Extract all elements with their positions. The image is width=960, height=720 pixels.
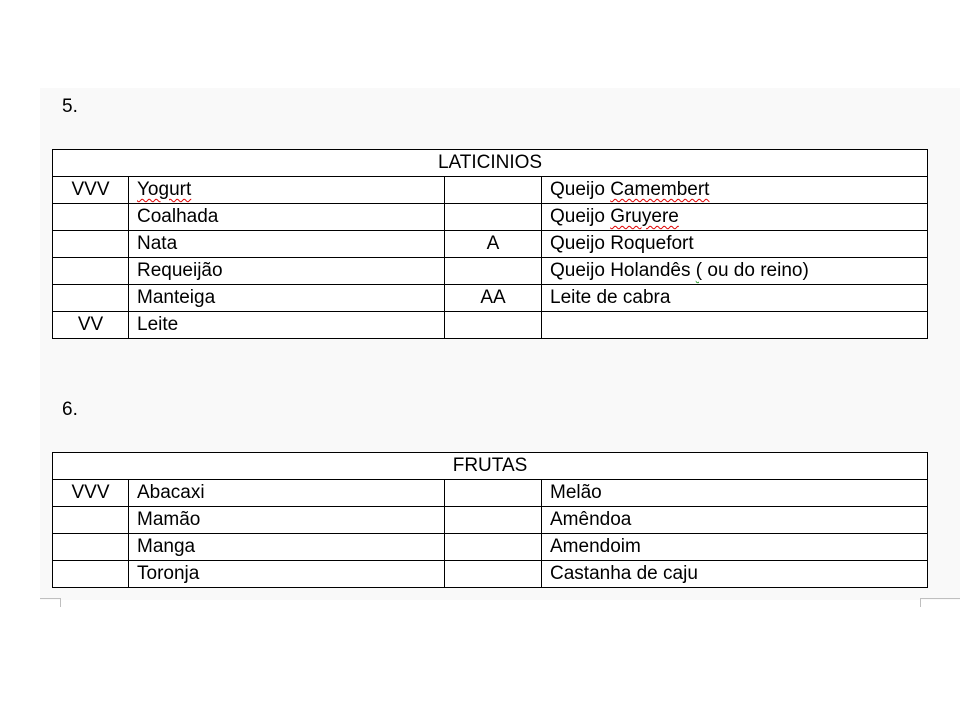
page-corner-mark-left	[40, 598, 61, 607]
row-mark	[53, 231, 129, 258]
row-item-right	[542, 258, 928, 285]
table-title-row	[53, 453, 928, 480]
table-row	[53, 312, 928, 339]
row-mid	[445, 204, 542, 231]
item-text: Queijo Roquefort	[550, 233, 694, 254]
item-text: Queijo Holandês	[550, 260, 696, 281]
row-item-left: Nata	[129, 231, 445, 258]
row-mid	[445, 534, 542, 561]
row-item-right: Castanha de caju	[542, 561, 928, 588]
row-mid	[445, 561, 542, 588]
row-mark	[53, 561, 129, 588]
row-mark	[53, 534, 129, 561]
section-number-6: 6.	[62, 399, 78, 420]
item-text-suffix: ou do reino)	[702, 260, 809, 281]
row-mark: VV	[53, 312, 129, 339]
page-corner-mark-right	[920, 598, 960, 607]
row-item-right	[542, 285, 928, 312]
frutas-table	[52, 452, 928, 588]
row-item-left	[129, 177, 445, 204]
table-row	[53, 204, 928, 231]
table-row	[53, 258, 928, 285]
table-title-row	[53, 150, 928, 177]
row-mark: VVV	[53, 480, 129, 507]
misspelled-word: Gruyere	[610, 206, 679, 227]
misspelled-word: Camembert	[610, 179, 710, 200]
table-row	[53, 177, 928, 204]
row-mid	[445, 258, 542, 285]
row-mid	[445, 507, 542, 534]
row-item-left: Requeijão	[129, 258, 445, 285]
row-mid	[445, 480, 542, 507]
row-mid: A	[445, 231, 542, 258]
row-mid: AA	[445, 285, 542, 312]
table-row	[53, 285, 928, 312]
row-item-left: Toronja	[129, 561, 445, 588]
table-title: FRUTAS	[53, 453, 928, 480]
row-mark	[53, 285, 129, 312]
item-text: Leite de cabra	[550, 287, 671, 308]
row-item-right	[542, 231, 928, 258]
table-row	[53, 480, 928, 507]
row-mark	[53, 204, 129, 231]
row-item-right	[542, 312, 928, 339]
item-text: Queijo	[550, 179, 611, 200]
row-item-left: Leite	[129, 312, 445, 339]
laticinios-table	[52, 149, 928, 339]
row-mid	[445, 312, 542, 339]
table-title: LATICINIOS	[53, 150, 928, 177]
row-mark	[53, 258, 129, 285]
table-row	[53, 534, 928, 561]
row-item-left: Manteiga	[129, 285, 445, 312]
row-mark: VVV	[53, 177, 129, 204]
misspelled-word: Yogurt	[137, 179, 192, 200]
row-mid	[445, 177, 542, 204]
grammar-flag: (	[695, 260, 703, 281]
row-item-left: Mamão	[129, 507, 445, 534]
section-number-5: 5.	[62, 96, 78, 117]
row-item-right	[542, 177, 928, 204]
row-item-right: Amendoim	[542, 534, 928, 561]
row-item-left: Coalhada	[129, 204, 445, 231]
row-item-left: Abacaxi	[129, 480, 445, 507]
table-row	[53, 231, 928, 258]
row-item-right: Amêndoa	[542, 507, 928, 534]
table-row	[53, 561, 928, 588]
row-mark	[53, 507, 129, 534]
item-text: Queijo	[550, 206, 611, 227]
row-item-right	[542, 204, 928, 231]
row-item-left: Manga	[129, 534, 445, 561]
table-row	[53, 507, 928, 534]
row-item-right: Melão	[542, 480, 928, 507]
